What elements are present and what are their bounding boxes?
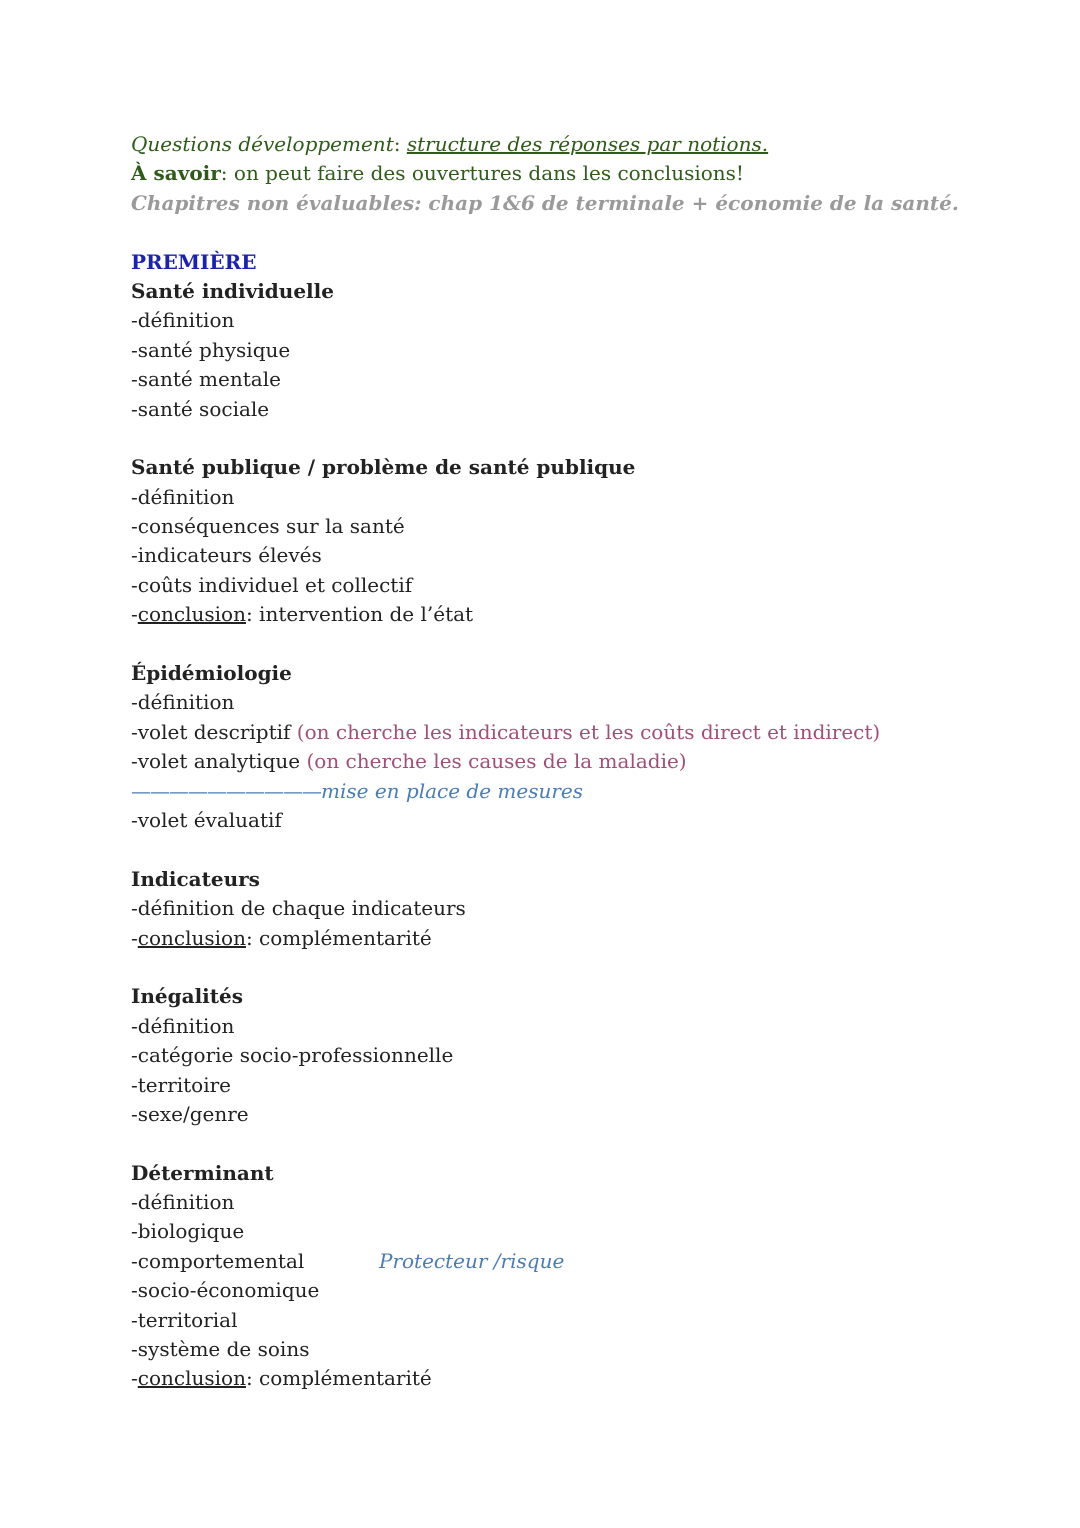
list-item: -système de soins [131,1337,310,1362]
list-item: -socio-économique [131,1278,320,1303]
conclusion-line [131,924,1031,953]
list-item: -santé mentale [131,367,281,392]
list-item: -territorial [131,1307,238,1332]
list-item-descriptif [131,718,1031,747]
item-note: (on cherche les indicateurs et les coûts direct et indirect) [296,719,881,744]
list-item: -définition de chaque indicateurs [131,896,466,921]
section-title-epidemiologie: Épidémiologie [131,661,292,686]
nonevaluable-line: Chapitres non évaluables: chap 1&6 de terminale + économie de la santé. [131,190,959,215]
conclusion-dash: - [131,602,138,627]
conclusion-text: : complémentarité [245,925,432,950]
conclusion-line [131,600,1031,629]
item-text: -volet analytique [131,749,307,774]
list-item: -conséquences sur la santé [131,514,405,539]
conclusion-line [131,1364,1031,1393]
conclusion-dash: - [131,1366,138,1391]
know-sep: : [220,161,234,186]
conclusion-text: : intervention de l’état [245,602,474,627]
know-text: on peut faire des ouvertures dans les conclusions! [233,161,744,186]
list-item: -définition [131,690,235,715]
list-item: -indicateurs élevés [131,543,322,568]
conclusion-label: conclusion [137,602,246,627]
item-text: -comportemental [131,1248,305,1273]
list-item: -catégorie socio-professionnelle [131,1043,454,1068]
section-title-inegalites: Inégalités [131,984,243,1009]
dash-arrow: —————————— [131,778,321,803]
know-line [131,159,1031,188]
conclusion-dash: - [131,925,138,950]
conclusion-label: conclusion [137,925,246,950]
list-item: -sexe/genre [131,1101,249,1126]
section-title-indicateurs: Indicateurs [131,866,260,891]
list-item: -territoire [131,1072,232,1097]
list-item-comportemental [131,1247,1031,1276]
know-label: À savoir [131,161,221,186]
conclusion-label: conclusion [137,1366,246,1391]
arrow-note: mise en place de mesures [321,778,584,803]
structure-link[interactable]: structure des réponses par notions. [406,132,769,156]
list-item: -définition [131,308,235,333]
item-text: -volet descriptif [131,719,297,744]
list-item: -définition [131,1013,235,1038]
section-title-determinant: Déterminant [131,1160,274,1185]
list-item: -biologique [131,1219,245,1244]
conclusion-text: : complémentarité [245,1366,432,1391]
list-item-analytique [131,747,1031,776]
list-item: -définition [131,1190,235,1215]
arrow-line [131,777,1031,806]
item-note: (on cherche les causes de la maladie) [306,749,687,774]
questions-label: Questions développement [131,132,394,156]
list-item: -santé sociale [131,396,270,421]
level-title: PREMIÈRE [131,249,257,274]
questions-sep: : [393,132,407,156]
list-item: -santé physique [131,337,291,362]
document-page [131,130,1031,1394]
list-item: -coûts individuel et collectif [131,572,413,597]
side-note: Protecteur /risque [379,1248,565,1273]
list-item: -volet évaluatif [131,807,282,832]
section-title-sante-individuelle: Santé individuelle [131,278,334,303]
list-item: -définition [131,484,235,509]
questions-line [131,130,1031,159]
section-title-sante-publique: Santé publique / problème de santé publique [131,455,636,480]
